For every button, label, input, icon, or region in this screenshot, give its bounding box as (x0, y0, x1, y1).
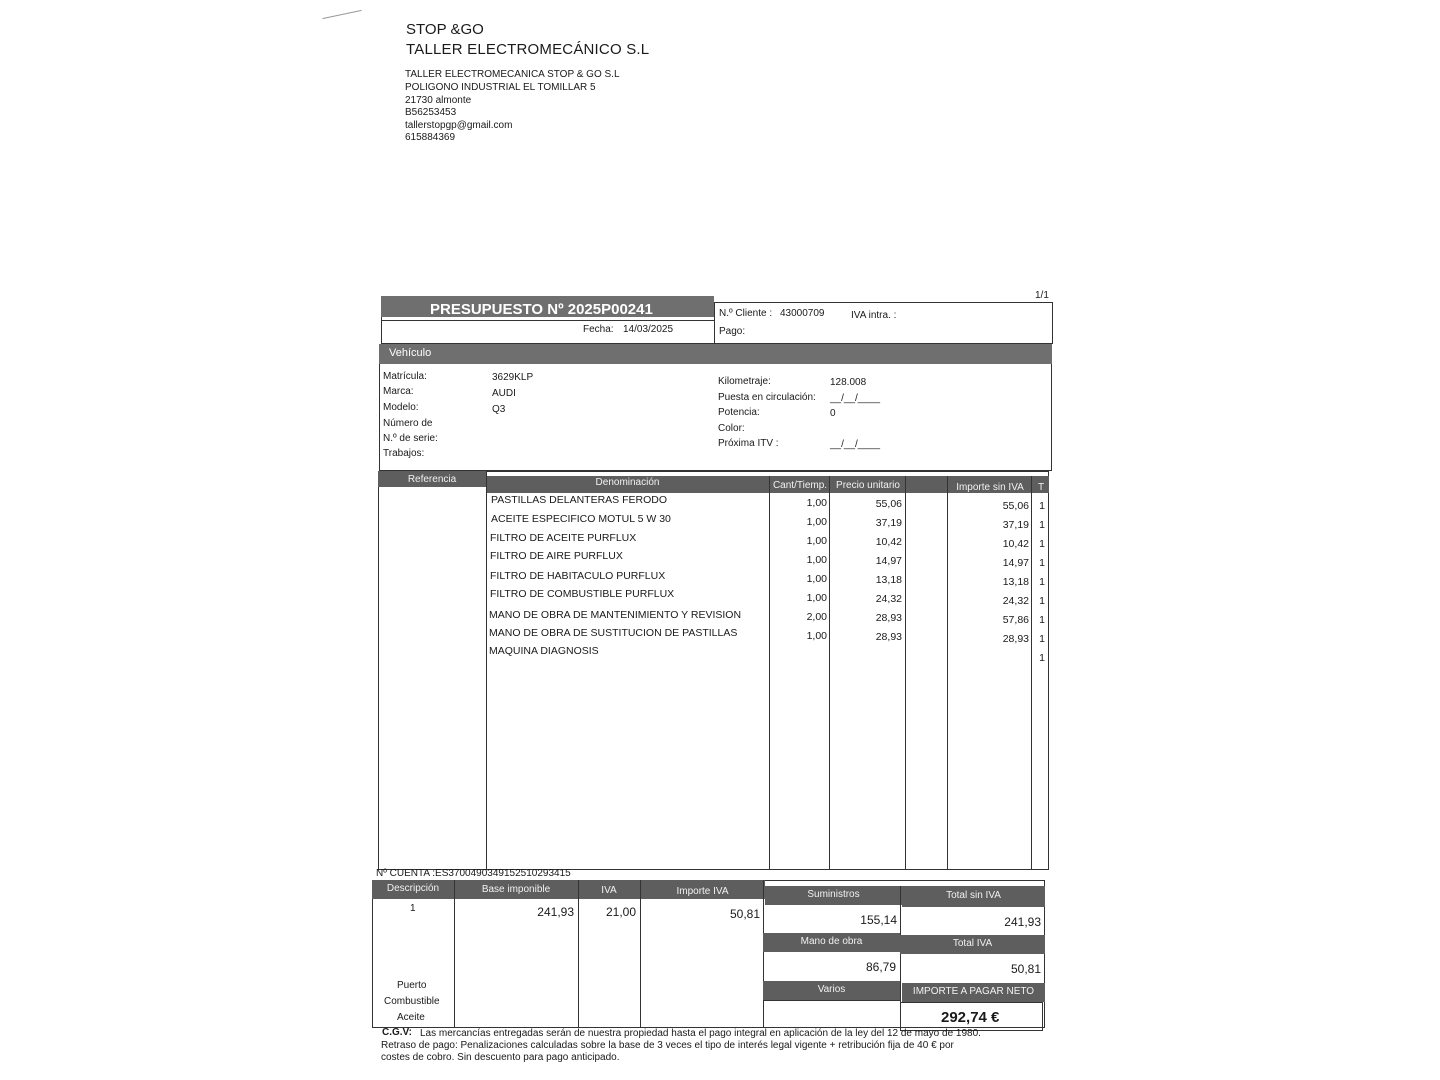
company-name: STOP &GO (406, 21, 484, 38)
misc-bottom-rule (763, 1000, 900, 1001)
item-amount: 55,06 (1002, 500, 1029, 512)
company-legal-name: TALLER ELECTROMECANICA STOP & GO S.L (405, 69, 620, 80)
item-description: FILTRO DE ACEITE PURFLUX (490, 532, 637, 544)
mileage-label: Kilometraje: (718, 376, 771, 387)
col-line-4 (905, 476, 906, 870)
totals-col-vat: IVA (601, 885, 617, 896)
item-tax: 1 (1039, 595, 1045, 607)
item-description: FILTRO DE HABITACULO PURFLUX (490, 570, 666, 582)
document-title: PRESUPUESTO Nº 2025P00241 (430, 301, 653, 318)
item-tax: 1 (1039, 633, 1045, 645)
fuel-station-note: Puerto (397, 980, 427, 991)
header-divider (714, 302, 715, 344)
registration-value: __/__/____ (830, 393, 881, 404)
item-tax: 1 (1039, 652, 1045, 664)
totals-row-base: 241,93 (537, 905, 574, 919)
item-amount: 10,42 (1002, 538, 1029, 550)
item-qty: 1,00 (806, 516, 827, 528)
item-price: 37,19 (875, 517, 902, 529)
oil-note: Aceite (397, 1012, 425, 1023)
item-tax: 1 (1039, 557, 1045, 569)
item-description: MANO DE OBRA DE MANTENIMIENTO Y REVISION (489, 609, 742, 621)
power-label: Potencia: (718, 407, 760, 418)
model-value: Q3 (492, 404, 506, 415)
item-price: 55,06 (875, 498, 902, 510)
mileage-value: 128.008 (830, 377, 867, 388)
vat-intra-label: IVA intra. : (851, 310, 897, 321)
net-value: 292,74 € (941, 1009, 1000, 1026)
client-number: 43000709 (780, 308, 825, 319)
page-number: 1/1 (1035, 290, 1049, 301)
totals-col-description: Descripción (386, 883, 440, 894)
power-value: 0 (830, 408, 836, 419)
model-label: Modelo: (383, 402, 419, 413)
plate-value: 3629KLP (492, 372, 534, 383)
company-tax-id: B56253453 (405, 107, 457, 118)
item-description: FILTRO DE AIRE PURFLUX (490, 550, 623, 562)
item-tax: 1 (1039, 576, 1045, 588)
labour-header: Mano de obra (800, 936, 863, 947)
item-tax: 1 (1039, 538, 1045, 550)
item-amount: 57,86 (1002, 614, 1029, 626)
totals-col-line-4 (763, 880, 764, 1028)
col-amount: Importe sin IVA (956, 482, 1024, 493)
item-description: MANO DE OBRA DE SUSTITUCION DE PASTILLAS (489, 627, 738, 639)
next-itv-label: Próxima ITV : (718, 438, 779, 449)
plate-label: Matrícula: (383, 371, 427, 382)
scan-mark (322, 10, 361, 19)
col-qty: Cant/Tiemp. (772, 480, 828, 491)
totals-col-base: Base imponible (481, 884, 551, 895)
item-tax: 1 (1039, 500, 1045, 512)
works-label: Trabajos: (383, 448, 425, 459)
totals-col-line-1 (454, 880, 455, 1028)
col-line-3 (829, 476, 830, 870)
totals-col-vat-amount: Importe IVA (676, 886, 729, 897)
item-qty: 1,00 (806, 573, 827, 585)
item-qty: 1,00 (806, 497, 827, 509)
col-unit-price: Precio unitario (836, 480, 900, 491)
item-price: 24,32 (875, 593, 902, 605)
vehicle-title-bar (379, 344, 1052, 364)
item-tax: 1 (1039, 614, 1045, 626)
item-amount: 13,18 (1002, 576, 1029, 588)
item-amount: 37,19 (1002, 519, 1029, 531)
item-qty: 1,00 (806, 554, 827, 566)
conditions-line-3: costes de cobro. Sin descuento para pago anticipado. (381, 1052, 620, 1063)
item-qty: 1,00 (806, 535, 827, 547)
total-vat-value: 50,81 (1010, 962, 1041, 976)
totals-row-vat: 21,00 (605, 905, 636, 919)
item-price: 14,97 (875, 555, 902, 567)
item-qty: 2,00 (806, 611, 827, 623)
company-subtitle: TALLER ELECTROMECÁNICO S.L (406, 41, 650, 58)
total-vat-header: Total IVA (952, 938, 993, 949)
conditions-label: C.G.V: (382, 1027, 413, 1038)
item-qty: 1,00 (806, 630, 827, 642)
next-itv-value: __/__/____ (830, 439, 881, 450)
item-amount: 14,97 (1002, 557, 1029, 569)
col-line-5 (947, 476, 948, 870)
net-header: IMPORTE A PAGAR NETO (912, 986, 1035, 997)
company-email: tallerstopgp@gmail.com (405, 120, 513, 131)
client-label: N.º Cliente : (719, 308, 773, 319)
col-line-1 (486, 471, 487, 870)
header-date-rule (381, 320, 714, 321)
serial-label: N.º de serie: (383, 433, 438, 444)
conditions-line-2: Retraso de pago: Penalizaciones calculadas sobre la base de 3 veces el tipo de interés legal vigente + retribución fija de 40 € por (381, 1040, 954, 1051)
totals-row-description: 1 (410, 903, 416, 914)
col-tax: T (1037, 482, 1045, 493)
supplies-value: 155,14 (860, 913, 897, 927)
totals-col-line-3 (640, 880, 641, 1028)
misc-header: Varios (817, 984, 846, 995)
registration-label: Puesta en circulación: (718, 392, 816, 403)
item-description: FILTRO DE COMBUSTIBLE PURFLUX (490, 588, 675, 600)
item-price: 10,42 (875, 536, 902, 548)
totals-col-line-2 (578, 880, 579, 1028)
total-no-vat-header: Total sin IVA (946, 890, 1001, 901)
item-tax: 1 (1039, 519, 1045, 531)
col-line-6 (1031, 476, 1032, 870)
item-description: MAQUINA DIAGNOSIS (489, 645, 599, 657)
fuel-note: Combustible (384, 996, 440, 1007)
supplies-header: Suministros (807, 889, 860, 900)
item-price: 28,93 (875, 631, 902, 643)
conditions-line-1: Las mercancías entregadas serán de nuestra propiedad hasta el pago integral en aplicación de la ley del 12 de mayo de 1980. (420, 1028, 981, 1039)
make-label: Marca: (383, 386, 414, 397)
item-amount: 28,93 (1002, 633, 1029, 645)
item-description: PASTILLAS DELANTERAS FERODO (491, 494, 668, 506)
vehicle-section-title: Vehículo (389, 347, 432, 359)
item-price: 28,93 (875, 612, 902, 624)
number-label: Número de (383, 418, 433, 429)
total-no-vat-value: 241,93 (1004, 915, 1041, 929)
document-date: 14/03/2025 (623, 324, 674, 335)
item-qty: 1,00 (806, 592, 827, 604)
date-label: Fecha: (583, 324, 614, 335)
labour-value: 86,79 (865, 960, 896, 974)
item-amount: 24,32 (1002, 595, 1029, 607)
col-reference: Referencia (407, 474, 457, 485)
col-description: Denominación (595, 477, 660, 488)
item-description: ACEITE ESPECIFICO MOTUL 5 W 30 (491, 513, 671, 525)
bank-account: Nº CUENTA :ES3700490349152510293415 (376, 868, 571, 879)
company-phone: 615884369 (405, 132, 456, 143)
company-city: 21730 almonte (405, 95, 472, 106)
totals-row-vat-amount: 50,81 (729, 907, 760, 921)
payment-label: Pago: (719, 326, 746, 337)
make-value: AUDI (492, 388, 516, 399)
color-label: Color: (718, 423, 745, 434)
item-price: 13,18 (875, 574, 902, 586)
company-address: POLIGONO INDUSTRIAL EL TOMILLAR 5 (405, 82, 596, 93)
